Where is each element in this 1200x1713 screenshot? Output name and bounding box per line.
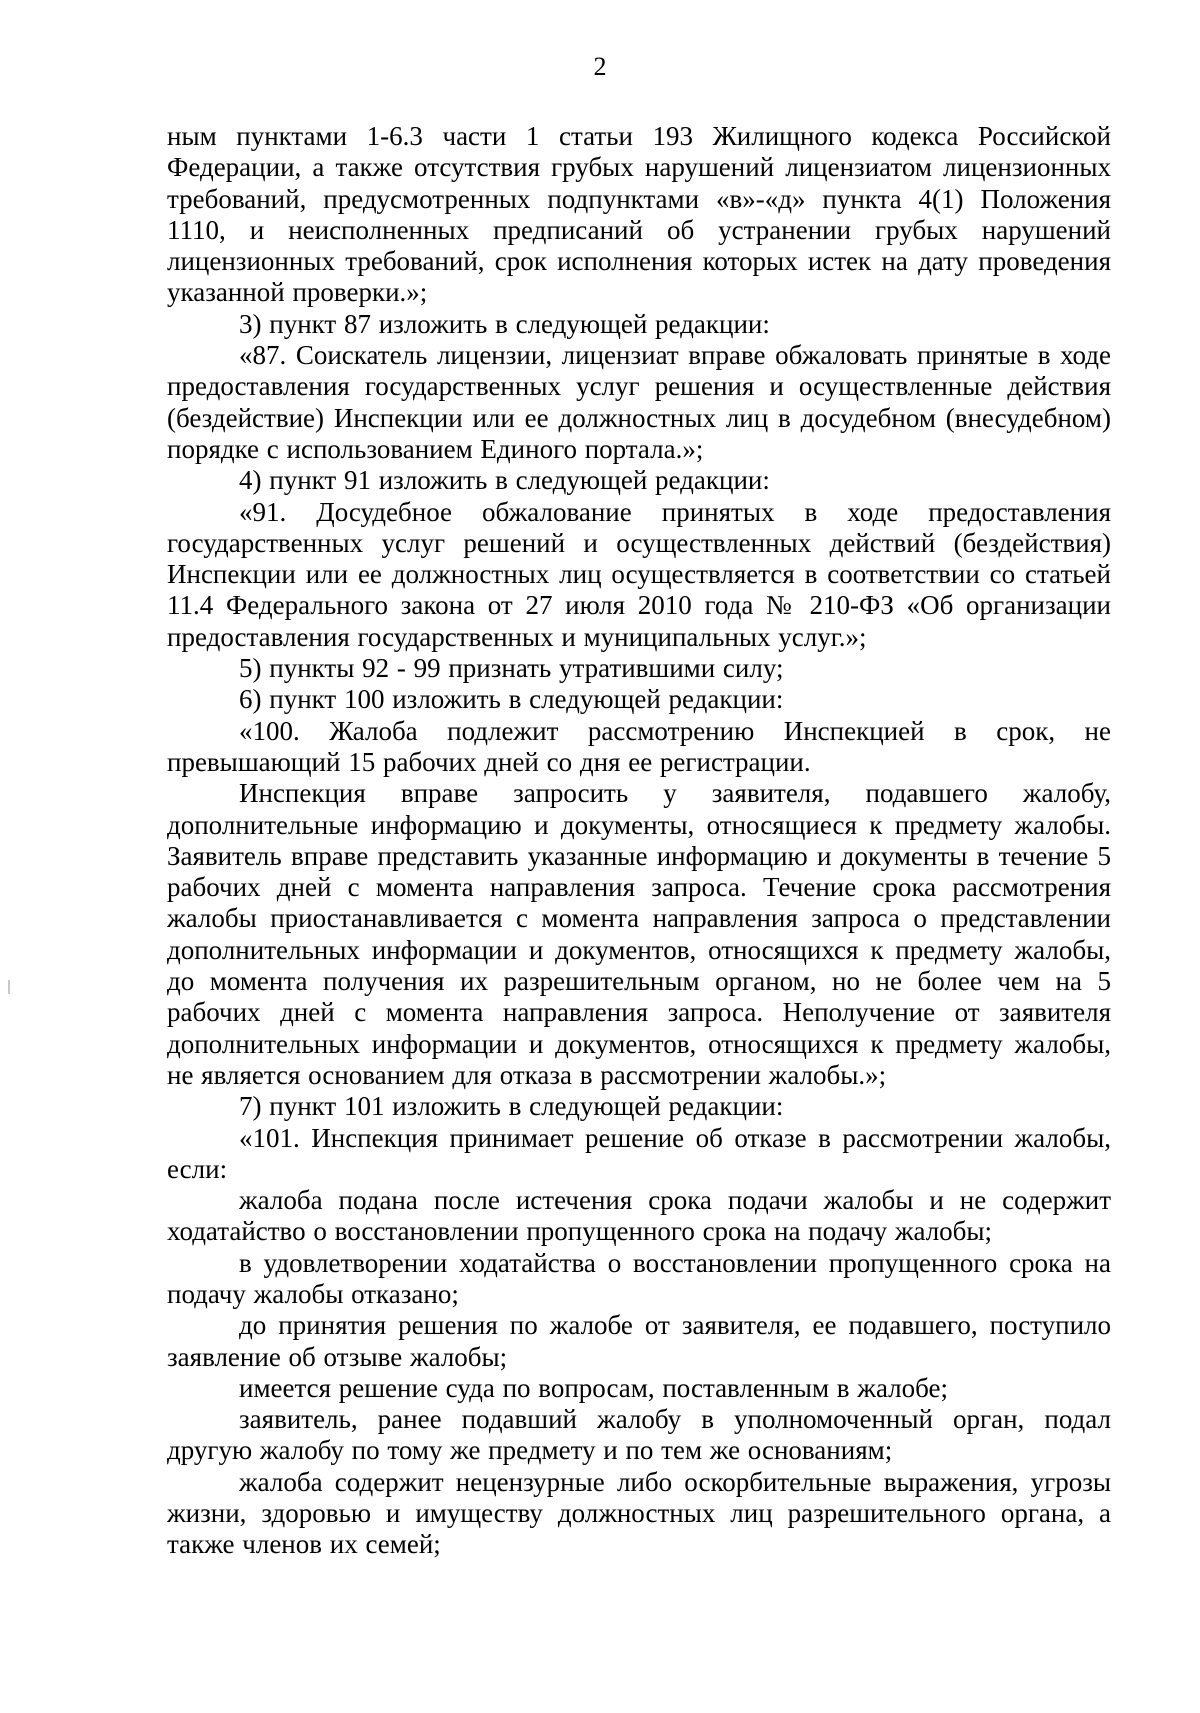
- paragraph: 7) пункт 101 изложить в следующей редакции:: [239, 1091, 784, 1122]
- paragraph: «101. Инспекция принимает решение об отказе в рассмотрении жалобы, если:: [167, 1122, 1111, 1184]
- paragraph: «91. Досудебное обжалование принятых в ходе предоставления государственных услуг решений и осуществленных действий (бездействия) Инспекции или ее должностных лиц осуществляется в соответствии со статьей 11.4 Федерального закона от 27 июля 2010 года № 210-ФЗ «Об организации предоставления государственных и муниципальных услуг.»;: [167, 496, 1111, 652]
- paragraph: «87. Соискатель лицензии, лицензиат вправе обжаловать принятые в ходе предоставления государственных услуг решения и осуществленные действия (бездействие) Инспекции или ее должностных лиц в досудебном (внесудебном) порядке с использованием Единого портала.»;: [167, 340, 1111, 464]
- paragraph: в удовлетворении ходатайства о восстановлении пропущенного срока на подачу жалобы отказано;: [167, 1247, 1111, 1309]
- paragraph: заявитель, ранее подавший жалобу в уполномоченный орган, подал другую жалобу по тому же предмету и по тем же основаниям;: [167, 1404, 1111, 1466]
- paragraph: жалоба подана после истечения срока подачи жалобы и не содержит ходатайство о восстановлении пропущенного срока на подачу жалобы;: [167, 1185, 1111, 1247]
- paragraph: Инспекция вправе запросить у заявителя, подавшего жалобу, дополнительные информацию и документы, относящиеся к предмету жалобы. Заявитель вправе представить указанные информацию и документы в течение 5 рабочих дней с момента направления запроса. Течение срока рассмотрения жалобы приостанавливается с момента направления запроса о представлении дополнительных информации и документов, относящихся к предмету жалобы, до момента получения их разрешительным органом, но не более чем на 5 рабочих дней с момента направления запроса. Неполучение от заявителя дополнительных информации и документов, относящихся к предмету жалобы, не является основанием для отказа в рассмотрении жалобы.»;: [167, 778, 1111, 1090]
- page-number: 2: [593, 52, 607, 81]
- document-body: [167, 121, 1111, 1561]
- paragraph: имеется решение суда по вопросам, поставленным в жалобе;: [239, 1372, 948, 1403]
- paragraph: жалоба содержит нецензурные либо оскорбительные выражения, угрозы жизни, здоровью и имуществу должностных лиц разрешительного органа, а также членов их семей;: [167, 1466, 1111, 1560]
- paragraph: 5) пункты 92 - 99 признать утратившими силу;: [239, 653, 784, 684]
- scan-mark: [8, 980, 10, 994]
- paragraph: 4) пункт 91 изложить в следующей редакции:: [239, 465, 770, 496]
- paragraph: 6) пункт 100 изложить в следующей редакции:: [239, 684, 784, 715]
- paragraph: ным пунктами 1-6.3 части 1 статьи 193 Жилищного кодекса Российской Федерации, а также отсутствия грубых нарушений лицензиатом лицензионных требований, предусмотренных подпунктами «в»-«д» пункта 4(1) Положения 1110, и неисполненных предписаний об устранении грубых нарушений лицензионных требований, срок исполнения которых истек на дату проведения указанной проверки.»;: [167, 121, 1111, 308]
- paragraph: до принятия решения по жалобе от заявителя, ее подавшего, поступило заявление об отзыве жалобы;: [167, 1310, 1111, 1372]
- paragraph: 3) пункт 87 изложить в следующей редакции:: [239, 308, 770, 339]
- paragraph: «100. Жалоба подлежит рассмотрению Инспекцией в срок, не превышающий 15 рабочих дней со дня ее регистрации.: [167, 715, 1111, 777]
